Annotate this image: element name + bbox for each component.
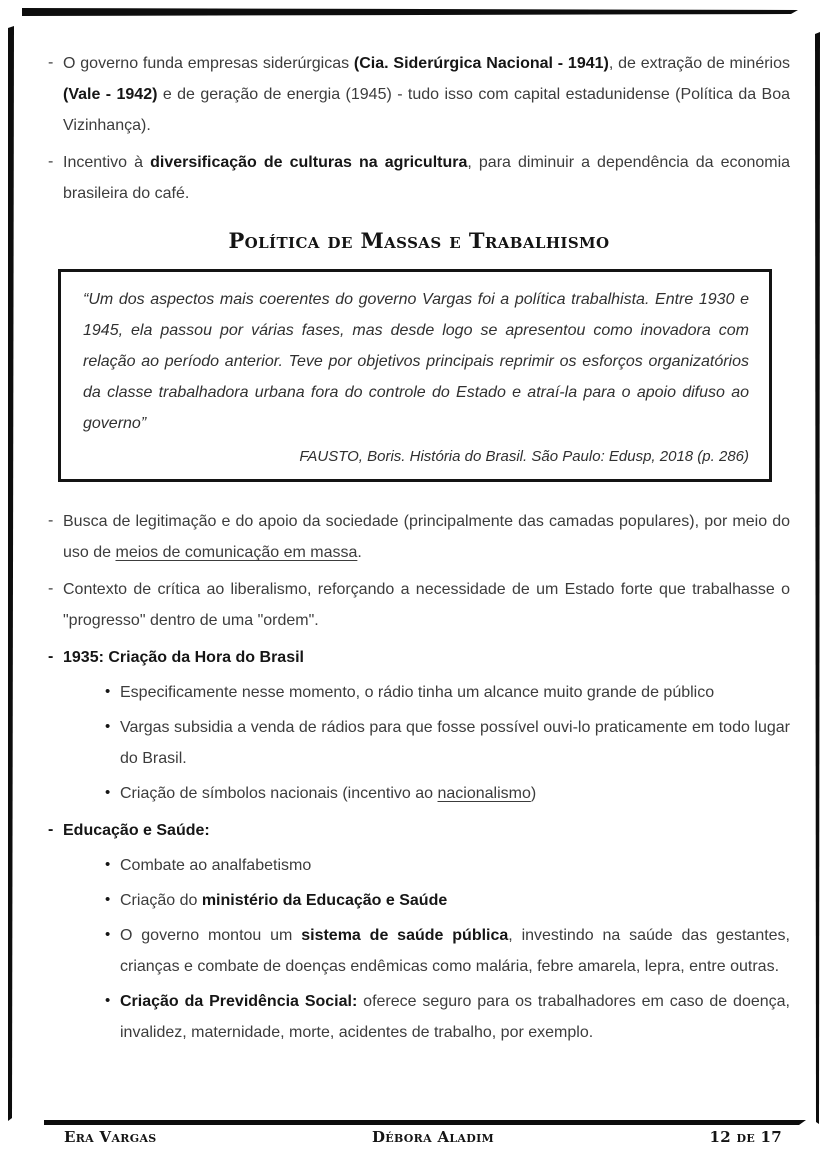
dot-bullet-marker: • <box>105 926 111 943</box>
list-item-text <box>120 684 714 701</box>
text-segment: O governo funda empresas siderúrgicas <box>63 55 354 72</box>
text-segment: e de geração de energia (1945) - tudo isso com capital estadunidense (Política da Boa Vizinhança). <box>63 86 790 134</box>
text-segment: . <box>357 544 362 561</box>
list-item <box>48 147 790 209</box>
footer-page-number: 12 de 17 <box>709 1128 782 1146</box>
dot-bullet-marker: • <box>105 784 111 801</box>
footer-author: Débora Aladim <box>371 1128 495 1146</box>
text-segment: Busca de legitimação e do apoio da sociedade (principalmente das camadas populares), por meio do uso de <box>63 513 790 561</box>
quote-text: “Um dos aspectos mais coerentes do governo Vargas foi a política trabalhista. Entre 1930 e 1945, ela passou por várias fases, mas desde logo se apresentou como inovadora com relação ao período anterior. Teve por objetivos principais reprimir os esforços organizatórios da classe trabalhadora urbana fora do controle do Estado e atraí-la para o apoio difuso ao governo” <box>83 291 749 432</box>
text-segment: nacionalismo <box>437 785 531 802</box>
dash-bullet-marker: - <box>48 512 54 529</box>
list-item-text <box>120 993 790 1041</box>
text-segment: ministério da Educação e Saúde <box>201 892 448 909</box>
dot-bullet-marker: • <box>105 891 111 908</box>
text-segment: , para diminuir a dependência da economia brasileira do café. <box>63 154 791 202</box>
section-heading: Política de Massas e Trabalhismo <box>228 228 610 253</box>
list-item <box>63 850 790 881</box>
text-segment: Educação e Saúde: <box>63 822 210 839</box>
text-segment: oferece seguro para os trabalhadores em caso de doença, invalidez, maternidade, morte, acidentes de trabalho, por exemplo. <box>120 993 790 1041</box>
list-item <box>63 885 790 916</box>
list-item-text <box>63 513 790 561</box>
text-segment: Contexto de crítica ao liberalismo, reforçando a necessidade de um Estado forte que trabalhasse o "progresso" dentro de uma "ordem". <box>63 581 790 629</box>
list-item-text <box>63 822 210 839</box>
quote-box <box>58 269 772 482</box>
list-item-text <box>120 927 790 975</box>
text-segment: Criação de símbolos nacionais (incentivo ao <box>120 785 438 802</box>
list-item-text <box>63 649 304 666</box>
dash-bullet-marker: - <box>48 648 54 665</box>
list-item-text <box>63 154 790 202</box>
dash-bullet-marker: - <box>48 821 54 838</box>
quote-attribution: FAUSTO, Boris. História do Brasil. São Paulo: Edusp, 2018 (p. 286) <box>299 448 749 465</box>
page-content <box>48 48 790 1054</box>
text-segment: diversificação de culturas na agricultura <box>150 154 468 171</box>
dot-bullet-marker: • <box>105 683 111 700</box>
text-segment: (Cia. Siderúrgica Nacional - 1941) <box>353 55 609 72</box>
sub-bullet-list <box>63 677 790 809</box>
list-item <box>48 48 790 141</box>
text-segment: Especificamente nesse momento, o rádio tinha um alcance muito grande de público <box>120 684 715 701</box>
text-segment: O governo montou um <box>120 927 302 944</box>
list-item <box>63 920 790 982</box>
list-item-text <box>120 785 536 802</box>
list-item-text <box>63 55 790 134</box>
list-item <box>63 712 790 774</box>
list-item <box>48 506 790 568</box>
topic-bullet-list <box>48 506 790 1048</box>
text-segment: Incentivo à <box>63 154 151 171</box>
list-item-text <box>120 892 447 909</box>
text-segment: meios de comunicação em massa <box>115 544 358 561</box>
dash-bullet-marker: - <box>48 153 54 170</box>
list-item-text <box>120 719 790 767</box>
page-footer <box>64 1128 782 1146</box>
list-item <box>48 815 790 1048</box>
text-segment: Vargas subsidia a venda de rádios para que fosse possível ouvi-lo praticamente em todo lugar do Brasil. <box>120 719 790 767</box>
text-segment: , investindo na saúde das gestantes, crianças e combate de doenças endêmicas como malária, febre amarela, lepra, entre outras. <box>120 927 791 975</box>
dash-bullet-marker: - <box>48 580 54 597</box>
list-item <box>63 677 790 708</box>
text-segment: Criação do <box>120 892 202 909</box>
list-item <box>63 778 790 809</box>
list-item-text <box>63 581 790 629</box>
dash-bullet-marker: - <box>48 54 54 71</box>
text-segment: Criação da Previdência Social: <box>120 993 358 1010</box>
dot-bullet-marker: • <box>105 718 111 735</box>
list-item-text <box>120 857 311 874</box>
dot-bullet-marker: • <box>105 992 111 1009</box>
text-segment: sistema de saúde pública <box>301 927 509 944</box>
economy-bullet-list <box>48 48 790 209</box>
text-segment: , de extração de minérios <box>608 55 790 72</box>
text-segment: Combate ao analfabetismo <box>120 857 312 874</box>
footer-course-title: Era Vargas <box>64 1128 157 1146</box>
text-segment: ) <box>530 785 537 802</box>
text-segment: (Vale - 1942) <box>63 86 158 103</box>
list-item <box>48 574 790 636</box>
list-item <box>48 642 790 809</box>
sub-bullet-list <box>63 850 790 1048</box>
list-item <box>63 986 790 1048</box>
text-segment: 1935: Criação da Hora do Brasil <box>63 649 304 666</box>
dot-bullet-marker: • <box>105 856 111 873</box>
